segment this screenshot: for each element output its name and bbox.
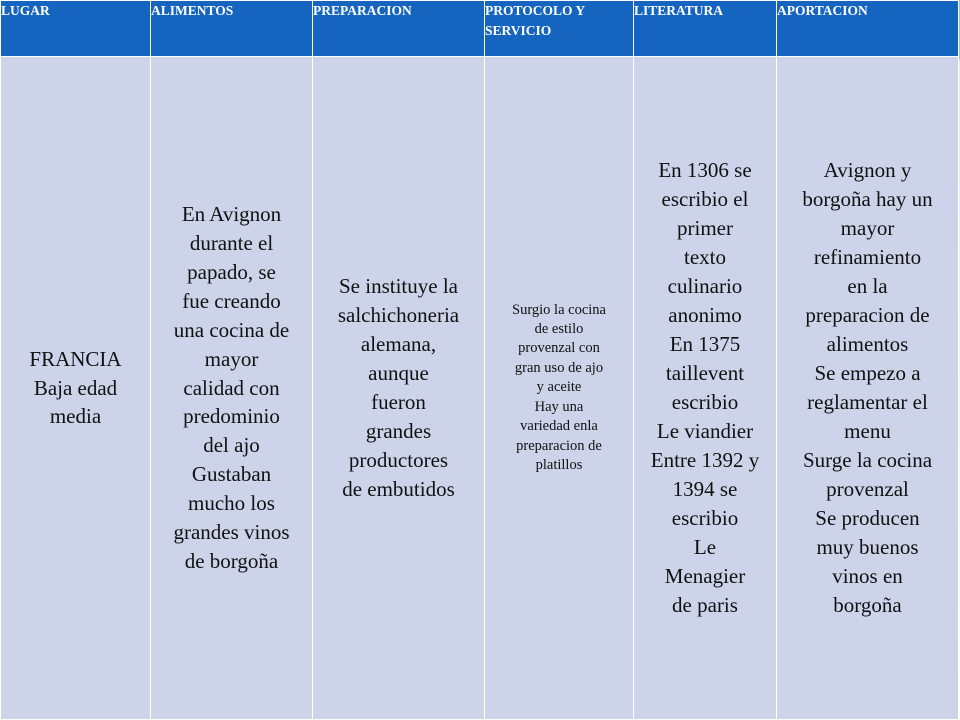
cell-preparacion	[313, 57, 485, 720]
cell-text-line: Hay una	[534, 398, 584, 415]
cell-text-line: mucho los	[188, 491, 275, 516]
cell-text-line: aunque	[368, 361, 429, 386]
cell-text-line: mayor	[840, 216, 895, 241]
cell-text-line: preparacion de	[516, 437, 602, 454]
cell-text-line: borgoña hay un	[802, 187, 933, 212]
cell-text-line: grandes	[365, 418, 432, 443]
cell-text-line: taillevent	[665, 361, 745, 386]
cell-text-line: platillos	[535, 456, 583, 473]
cell-text-line: Surgio la cocina	[512, 301, 606, 318]
cell-text-line: muy buenos	[816, 534, 919, 559]
cell-text-line: En 1375	[669, 332, 741, 357]
cell-aportacion	[777, 57, 959, 720]
cell-text-line: anonimo	[668, 303, 742, 328]
cell-text-line: alemana,	[360, 332, 437, 357]
header-aportacion: APORTACION	[777, 1, 959, 57]
cell-text-line: gran uso de ajo	[514, 359, 604, 376]
cell-text-line: variedad enla	[520, 418, 598, 435]
cell-text-line: una cocina de	[173, 317, 290, 342]
cell-text-line: Entre 1392 y	[650, 447, 760, 472]
cell-text-line: Surge la cocina	[802, 447, 933, 472]
cell-text-line: culinario	[667, 274, 743, 299]
cell-text-line: En 1306 se	[658, 158, 752, 183]
cell-text-line: escribio	[671, 390, 739, 414]
cell-text-line: de borgoña	[184, 549, 279, 574]
cell-text-line: escribio el	[661, 187, 749, 212]
cell-text-line: Se producen	[815, 505, 920, 530]
cell-text-line: productores	[348, 447, 449, 472]
header-lugar: LUGAR	[1, 1, 151, 57]
header-protocolo-y-servicio: PROTOCOLO Y SERVICIO	[485, 1, 634, 57]
cell-text-line: mayor	[204, 346, 259, 371]
cell-text-line: fue creando	[182, 288, 281, 313]
header-preparacion: PREPARACION	[313, 1, 485, 57]
cell-text-line: menu	[844, 418, 891, 443]
cell-text-line: primer	[677, 216, 733, 241]
cell-text-line: Le viandier	[656, 418, 754, 443]
cell-text-line: Le	[693, 534, 717, 559]
cell-text-line: predominio	[183, 404, 280, 429]
cell-lugar	[1, 57, 151, 720]
cell-text-line: durante el	[189, 230, 274, 255]
cell-protocolo-y-servicio	[485, 57, 634, 720]
cell-text-line: escribio	[671, 505, 739, 530]
cell-text-line: vinos en	[832, 563, 903, 588]
cell-text-line: borgoña	[833, 592, 902, 617]
cell-text-line: 1394 se	[672, 476, 738, 501]
cell-text-line: papado, se	[187, 259, 276, 284]
cell-text-line: En Avignon	[181, 201, 282, 226]
cell-literatura	[634, 57, 777, 720]
cell-text-line: refinamiento	[813, 245, 922, 270]
header-literatura: LITERATURA	[634, 1, 777, 57]
cell-text-line: provenzal	[826, 476, 909, 501]
cell-text-line: provenzal con	[518, 340, 600, 357]
cell-text-line: de embutidos	[342, 476, 455, 501]
cell-alimentos	[151, 57, 313, 720]
cell-text-line: Se instituye la	[339, 274, 458, 299]
cell-text-line: en la	[847, 274, 888, 299]
header-alimentos: ALIMENTOS	[151, 1, 313, 57]
cell-text-line: Se empezo a	[814, 361, 921, 386]
cell-text-line: de estilo	[534, 321, 584, 338]
cell-text-line: Baja edad	[33, 375, 118, 400]
table-row	[1, 57, 959, 720]
header-row	[1, 1, 959, 57]
cell-text-line: texto	[684, 245, 726, 270]
cell-text-line: del ajo	[203, 433, 260, 458]
cell-text-line: salchichoneria	[337, 303, 460, 328]
cell-text-line: preparacion de	[805, 303, 930, 328]
cell-text-line: Avignon y	[823, 158, 912, 183]
cell-text-line: alimentos	[826, 332, 909, 357]
cell-text-line: FRANCIA	[29, 346, 122, 371]
cell-text-line: media	[49, 404, 102, 429]
cell-text-line: fueron	[371, 390, 426, 414]
cell-text-line: Gustaban	[191, 462, 272, 487]
cell-text-line: calidad con	[183, 375, 280, 400]
cell-text-line: grandes vinos	[173, 520, 290, 545]
cell-text-line: y aceite	[536, 379, 582, 396]
cell-text-line: Menagier	[664, 563, 746, 588]
cell-text-line: reglamentar el	[807, 390, 928, 414]
cell-text-line: de paris	[672, 592, 738, 617]
